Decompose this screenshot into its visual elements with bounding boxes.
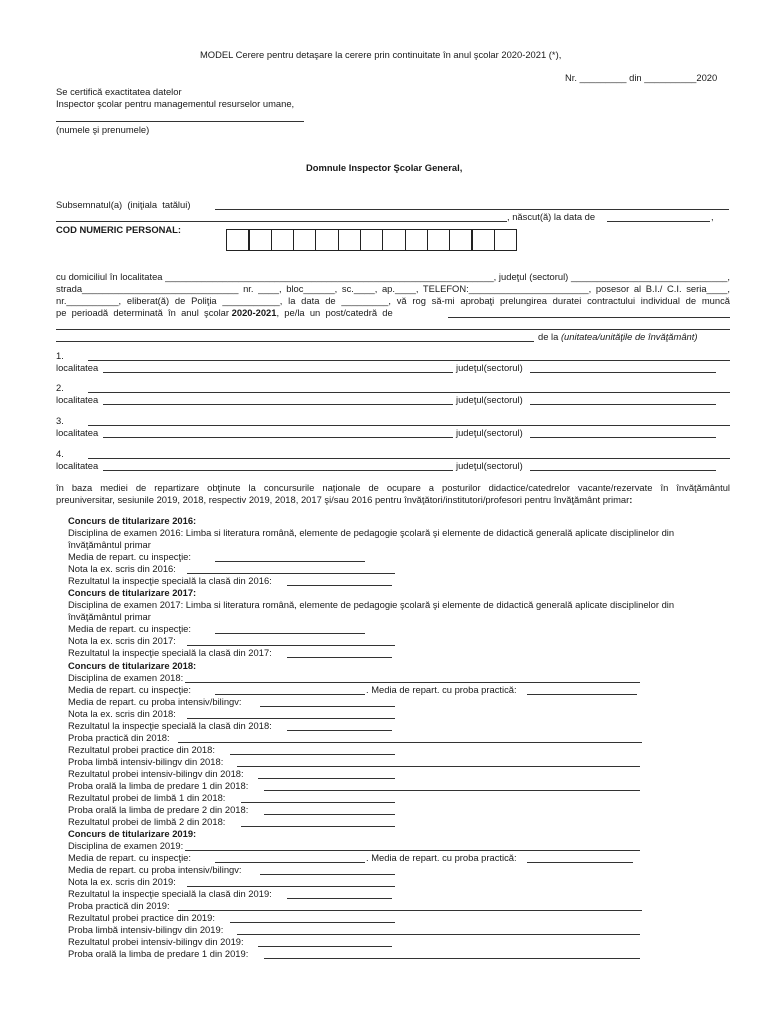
inspection-result-label: Rezultatul la inspecţie specială la clasă din 2017: bbox=[68, 647, 272, 658]
inspector-line: Inspector şcolar pentru managementul resurselor umane, bbox=[56, 98, 295, 109]
applicant-name-field[interactable] bbox=[215, 209, 729, 210]
county-label: judeţul(sectorul) bbox=[456, 394, 523, 405]
locality-field[interactable] bbox=[103, 470, 453, 471]
cnp-digit-box[interactable] bbox=[271, 229, 295, 251]
discipline-2018-label: Disciplina de examen 2018: bbox=[68, 672, 184, 683]
locality-label: localitatea bbox=[56, 394, 99, 405]
post-field[interactable] bbox=[448, 317, 730, 318]
unit-name-field[interactable] bbox=[88, 392, 730, 393]
county-field[interactable] bbox=[530, 470, 716, 471]
certification-line: Se certifică exactitatea datelor bbox=[56, 86, 182, 97]
practical-exam-field[interactable] bbox=[178, 910, 642, 911]
locality-label: localitatea bbox=[56, 427, 99, 438]
address-line-1: cu domiciliul în localitatea _______________________________________________________________, judeţul (sectorul) ______________________________, bbox=[56, 271, 730, 282]
written-exam-field[interactable] bbox=[187, 718, 395, 719]
inspection-result-label: Rezultatul la inspecţie specială la clasă din 2018: bbox=[68, 720, 272, 731]
locality-field[interactable] bbox=[103, 437, 453, 438]
media-inspection-label: Media de repart. cu inspecţie: bbox=[68, 852, 191, 863]
practical-result-label: Rezultatul probei practice din 2019: bbox=[68, 912, 215, 923]
practical-result-field[interactable] bbox=[230, 922, 395, 923]
location-number: 4. bbox=[56, 448, 64, 459]
locality-field[interactable] bbox=[103, 372, 453, 373]
media-bilingual-field[interactable] bbox=[260, 706, 395, 707]
unit-label: de la (unitatea/unităţile de învăţământ) bbox=[538, 331, 698, 342]
cnp-digit-box[interactable] bbox=[338, 229, 362, 251]
period-line: pe perioadă determinată în anul şcolar 2020-2021, pe/la un post/catedră de bbox=[56, 307, 393, 318]
lang1-result-field[interactable] bbox=[241, 802, 395, 803]
practical-result-label: Rezultatul probei practice din 2018: bbox=[68, 744, 215, 755]
discipline-2016: Disciplina de examen 2016: Limba si literatura română, elemente de pedagogie şcolară şi elemente de didactică generală aplicate disciplinelor din bbox=[68, 527, 675, 538]
cnp-digit-box[interactable] bbox=[293, 229, 317, 251]
lang1-result-label: Rezultatul probei de limbă 1 din 2018: bbox=[68, 792, 226, 803]
bilingual-result-field[interactable] bbox=[258, 778, 395, 779]
media-inspection-label: Media de repart. cu inspecţie: bbox=[68, 551, 191, 562]
media-practical-field[interactable] bbox=[527, 862, 633, 863]
registration-number: Nr. _________ din __________2020 bbox=[565, 72, 718, 83]
discipline-2018-field[interactable] bbox=[185, 682, 640, 683]
media-practical-label: . Media de repart. cu proba practică: bbox=[366, 852, 517, 863]
oral-lang1-field[interactable] bbox=[264, 790, 640, 791]
written-exam-label: Nota la ex. scris din 2018: bbox=[68, 708, 176, 719]
media-inspection-field[interactable] bbox=[215, 561, 365, 562]
county-label: judeţul(sectorul) bbox=[456, 460, 523, 471]
written-exam-label: Nota la ex. scris din 2017: bbox=[68, 635, 176, 646]
section-2016-heading: Concurs de titularizare 2016: bbox=[68, 515, 197, 526]
oral-lang1-label: Proba orală la limba de predare 1 din 2018: bbox=[68, 780, 249, 791]
county-label: judeţul(sectorul) bbox=[456, 362, 523, 373]
bilingual-result-label: Rezultatul probei intensiv-bilingv din 2018: bbox=[68, 768, 244, 779]
practical-result-field[interactable] bbox=[230, 754, 395, 755]
media-inspection-field[interactable] bbox=[215, 633, 365, 634]
media-practical-field[interactable] bbox=[527, 694, 637, 695]
cnp-digit-box[interactable] bbox=[248, 229, 272, 251]
county-field[interactable] bbox=[530, 404, 716, 405]
bilingual-exam-label: Proba limbă intensiv-bilingv din 2019: bbox=[68, 924, 224, 935]
media-bilingual-label: Media de repart. cu proba intensiv/bilingv: bbox=[68, 864, 242, 875]
discipline-2017-cont: învăţământul primar bbox=[68, 611, 151, 622]
bilingual-exam-field[interactable] bbox=[237, 766, 640, 767]
post-field-2[interactable] bbox=[56, 329, 730, 330]
county-field[interactable] bbox=[530, 372, 716, 373]
cnp-label: COD NUMERIC PERSONAL: bbox=[56, 224, 182, 235]
subsemnatul-label: Subsemnatul(a) (iniţiala tatălui) bbox=[56, 199, 191, 210]
media-inspection-field[interactable] bbox=[215, 694, 365, 695]
inspection-result-label: Rezultatul la inspecţie specială la clasă din 2016: bbox=[68, 575, 272, 586]
locality-label: localitatea bbox=[56, 362, 99, 373]
location-number: 2. bbox=[56, 382, 64, 393]
inspection-result-field[interactable] bbox=[287, 657, 392, 658]
cnp-boxes[interactable] bbox=[226, 229, 516, 251]
written-exam-field[interactable] bbox=[187, 645, 395, 646]
address-line-3: nr.__________, eliberat(ă) de Poliţia ___________, la data de _________, vă rog să-mi aprobaţi prelungirea duratei contractului individual de muncă bbox=[56, 295, 730, 306]
bilingual-exam-label: Proba limbă intensiv-bilingv din 2018: bbox=[68, 756, 224, 767]
section-2018-heading: Concurs de titularizare 2018: bbox=[68, 660, 197, 671]
cnp-digit-box[interactable] bbox=[315, 229, 339, 251]
media-bilingual-field[interactable] bbox=[260, 874, 395, 875]
document-title: MODEL Cerere pentru detaşare la cerere prin continuitate în anul şcolar 2020-2021 (*), bbox=[200, 49, 562, 60]
inspector-name-caption: (numele şi prenumele) bbox=[56, 124, 150, 135]
media-bilingual-label: Media de repart. cu proba intensiv/bilingv: bbox=[68, 696, 242, 707]
media-inspection-field[interactable] bbox=[215, 862, 365, 863]
bilingual-result-field[interactable] bbox=[258, 946, 392, 947]
birthdate-field[interactable] bbox=[607, 221, 710, 222]
media-inspection-label: Media de repart. cu inspecţie: bbox=[68, 684, 191, 695]
location-number: 3. bbox=[56, 415, 64, 426]
section-2017-heading: Concurs de titularizare 2017: bbox=[68, 587, 197, 598]
oral-lang2-label: Proba orală la limba de predare 2 din 2018: bbox=[68, 804, 249, 815]
cnp-digit-box[interactable] bbox=[382, 229, 406, 251]
unit-name-field[interactable] bbox=[88, 458, 730, 459]
lang2-result-field[interactable] bbox=[241, 826, 395, 827]
bilingual-exam-field[interactable] bbox=[237, 934, 640, 935]
applicant-name-field-2[interactable] bbox=[56, 221, 507, 222]
written-exam-field[interactable] bbox=[187, 573, 395, 574]
oral-lang1-label: Proba orală la limba de predare 1 din 2019: bbox=[68, 948, 249, 959]
unit-name-field[interactable] bbox=[88, 360, 730, 361]
media-practical-label: . Media de repart. cu proba practică: bbox=[366, 684, 517, 695]
inspection-result-label: Rezultatul la inspecţie specială la clasă din 2019: bbox=[68, 888, 272, 899]
practical-exam-label: Proba practică din 2019: bbox=[68, 900, 170, 911]
county-label: judeţul(sectorul) bbox=[456, 427, 523, 438]
cnp-digit-box[interactable] bbox=[405, 229, 429, 251]
discipline-2019-field[interactable] bbox=[185, 850, 640, 851]
county-field[interactable] bbox=[530, 437, 716, 438]
unit-name-field[interactable] bbox=[88, 425, 730, 426]
cnp-digit-box[interactable] bbox=[360, 229, 384, 251]
oral-lang1-field[interactable] bbox=[264, 958, 640, 959]
section-2019-heading: Concurs de titularizare 2019: bbox=[68, 828, 197, 839]
discipline-2016-cont: învăţământul primar bbox=[68, 539, 151, 550]
oral-lang2-field[interactable] bbox=[264, 814, 395, 815]
cnp-digit-box[interactable] bbox=[471, 229, 495, 251]
locality-field[interactable] bbox=[103, 404, 453, 405]
written-exam-field[interactable] bbox=[187, 886, 395, 887]
inspection-result-field[interactable] bbox=[287, 898, 392, 899]
bilingual-result-label: Rezultatul probei intensiv-bilingv din 2019: bbox=[68, 936, 244, 947]
basis-line-1: în baza mediei de repartizare obţinute la concursurile naţionale de ocupare a posturilor didactice/catedrelor vacante/rezervate în învăţământul bbox=[56, 482, 730, 493]
written-exam-label: Nota la ex. scris din 2019: bbox=[68, 876, 176, 887]
birthdate-label: , născut(ă) la data de bbox=[507, 211, 596, 222]
lang2-result-label: Rezultatul probei de limbă 2 din 2018: bbox=[68, 816, 226, 827]
location-number: 1. bbox=[56, 350, 64, 361]
written-exam-label: Nota la ex. scris din 2016: bbox=[68, 563, 176, 574]
cnp-digit-box[interactable] bbox=[226, 229, 250, 251]
discipline-2017: Disciplina de examen 2017: Limba si literatura română, elemente de pedagogie şcolară şi elemente de didactică generală aplicate disciplinelor din bbox=[68, 599, 675, 610]
inspection-result-field[interactable] bbox=[287, 730, 392, 731]
cnp-digit-box[interactable] bbox=[427, 229, 451, 251]
practical-exam-label: Proba practică din 2018: bbox=[68, 732, 170, 743]
inspector-name-field[interactable] bbox=[56, 121, 304, 122]
unit-field[interactable] bbox=[56, 341, 534, 342]
cnp-digit-box[interactable] bbox=[449, 229, 473, 251]
media-inspection-label: Media de repart. cu inspecţie: bbox=[68, 623, 191, 634]
cnp-digit-box[interactable] bbox=[494, 229, 518, 251]
inspection-result-field[interactable] bbox=[287, 585, 392, 586]
address-line-2: strada______________________________ nr. ____, bloc______, sc.____, ap.____, TELEFON:_______________________, posesor al B.I./ C.I. seria____, bbox=[56, 283, 730, 294]
discipline-2019-label: Disciplina de examen 2019: bbox=[68, 840, 184, 851]
practical-exam-field[interactable] bbox=[178, 742, 642, 743]
salutation: Domnule Inspector Şcolar General, bbox=[306, 162, 463, 173]
basis-line-2: preuniversitar, sesiunile 2019, 2018, respectiv 2019, 2018, 2017 şi/sau 2016 pentru învăţători/institutori/profesori pentru învăţământ primar: bbox=[56, 494, 633, 505]
locality-label: localitatea bbox=[56, 460, 99, 471]
